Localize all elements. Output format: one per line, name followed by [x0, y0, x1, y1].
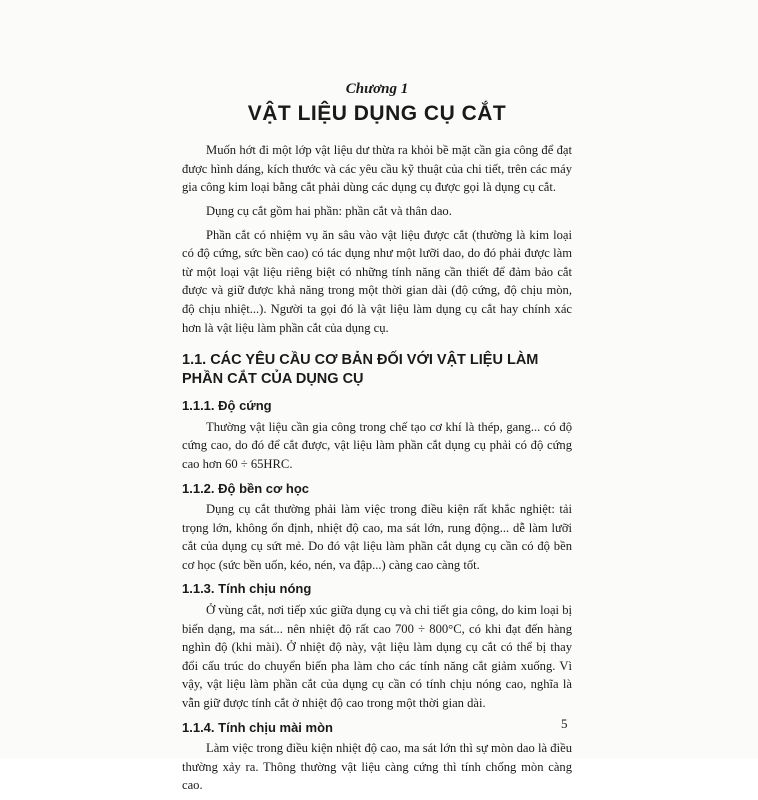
subsection-text-strength: Dụng cụ cắt thường phải làm việc trong điều kiện rất khắc nghiệt: tải trọng lớn, không ổn định, nhiệt độ cao, ma sát lớn, rung động... dễ làm lưỡi cắt của dụng cụ sứt mẻ. Do đó vật liệu làm phần cắt dụng cụ cần có độ bền cơ học (sức bền uốn, kéo, nén, va đập...) càng cao càng tốt. — [182, 502, 572, 572]
chapter-title: VẬT LIỆU DỤNG CỤ CẮT — [247, 101, 507, 125]
subsection-heading-wear-resistance: 1.1.4. Tính chịu mài mòn — [182, 719, 333, 735]
intro-paragraph-3: Phần cắt có nhiệm vụ ăn sâu vào vật liệu được cắt (thường là kim loại có độ cứng, sức bền cao) có tác dụng như một lưỡi dao, do đó phải được làm từ một loại vật liệu riêng biệt có những tính năng cần thiết để đảm bảo cắt được và giữ được khả năng trong một thời gian dài (độ cứng, độ chịu mòn, độ chịu nhiệt...). Người ta gọi đó là vật liệu làm dụng cụ cắt hay chính xác hơn là vật liệu làm phần cắt của dụng cụ. — [182, 227, 572, 335]
subsection-heading-heat-resistance: 1.1.3. Tính chịu nóng — [182, 581, 312, 597]
subsection-text-wear-resistance: Làm việc trong điều kiện nhiệt độ cao, ma sát lớn thì sự mòn dao là điều thường xảy ra. Thông thường vật liệu càng cứng thì tính chống mòn càng cao. — [182, 741, 572, 793]
intro-paragraph-2: Dụng cụ cắt gồm hai phần: phần cắt và thân dao. — [206, 203, 452, 218]
page-number: 5 — [561, 716, 568, 731]
subsection-heading-strength: 1.1.2. Độ bền cơ học — [182, 480, 309, 496]
page-content — [182, 80, 572, 800]
subsection-text-heat-resistance: Ở vùng cắt, nơi tiếp xúc giữa dụng cụ và chi tiết gia công, do kim loại bị biến dạng, ma sát... nên nhiệt độ rất cao 700 ÷ 800°C, có khi đạt đến hàng nghìn độ (khi mài). Ở nhiệt độ này, vật liệu làm dụng cụ cắt có thể bị thay đổi cấu trúc do chuyển biến pha làm cho các tính năng cắt giảm xuống. Vì vậy, vật liệu làm phần cắt của dụng cụ cần có tính chịu nóng cao, nghĩa là vẫn giữ được tính cắt ở nhiệt độ cao trong một thời gian dài. — [182, 603, 572, 711]
subsection-heading-hardness: 1.1.1. Độ cứng — [182, 398, 272, 414]
chapter-label: Chương 1 — [345, 81, 409, 97]
subsection-text-hardness: Thường vật liệu cần gia công trong chế tạo cơ khí là thép, gang... có độ cứng cao, do đó để cắt được, vật liệu làm phần cắt dụng cụ phải có độ cứng cao hơn 60 ÷ 65HRC. — [182, 419, 572, 471]
intro-paragraph-1: Muốn hớt đi một lớp vật liệu dư thừa ra khỏi bề mặt cần gia công để đạt được hình dáng, kích thước và các yêu cầu kỹ thuật của chi tiết, trên các máy gia công kim loại bằng cắt phải dùng các dụng cụ được gọi là dụng cụ cắt. — [182, 143, 572, 195]
section-heading: 1.1. CÁC YÊU CẦU CƠ BẢN ĐỐI VỚI VẬT LIỆU LÀM PHẦN CẮT CỦA DỤNG CỤ — [182, 352, 539, 388]
